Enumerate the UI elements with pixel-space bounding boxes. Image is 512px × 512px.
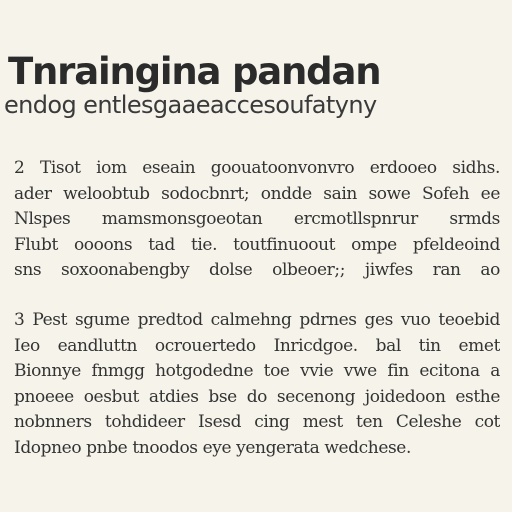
paragraph-line: ader weloobtub sodocbnrt; ondde sain sowe Sofeh ee bbox=[14, 183, 500, 204]
paragraph-line: Bionnye fnmgg hotgodedne toe vvie vwe fin ecitona a bbox=[14, 361, 500, 381]
paragraph-line: nobnners tohdideer Isesd cing mest ten Celeshe cot bbox=[14, 412, 500, 432]
paragraph-line: sns soxoonabengby dolse olbeoer;; jiwfes ran ao bbox=[14, 260, 500, 280]
paragraph-line: Flubt oooons tad tie. toutfinuoout ompe pfeldeoind bbox=[14, 234, 500, 255]
paragraph-1 bbox=[14, 156, 500, 284]
paragraph-line: Nlspes mamsmonsgoeotan ercmotllspnrur srmds bbox=[14, 209, 500, 229]
document-subtitle: endog entlesgaaeaccesoufatyny bbox=[4, 91, 377, 119]
paragraph-line: 2 Tisot iom eseain goouatoonvonvro erdooeo sidhs. bbox=[14, 158, 500, 178]
paragraph-line: pnoeee oesbut atdies bse do secenong joidedoon esthe bbox=[14, 386, 500, 407]
paragraph-line: Idopneo pnbe tnoodos eye yengerata wedchese. bbox=[14, 437, 411, 458]
paragraph-line: Ieo eandluttn ocrouertedo Inricdgoe. bal tin emet bbox=[14, 335, 500, 356]
paragraph-line: 3 Pest sgume predtod calmehng pdrnes ges vuo teoebid bbox=[14, 310, 500, 330]
paragraph-2 bbox=[14, 308, 500, 461]
document-title: Tnraingina pandan bbox=[8, 50, 381, 93]
